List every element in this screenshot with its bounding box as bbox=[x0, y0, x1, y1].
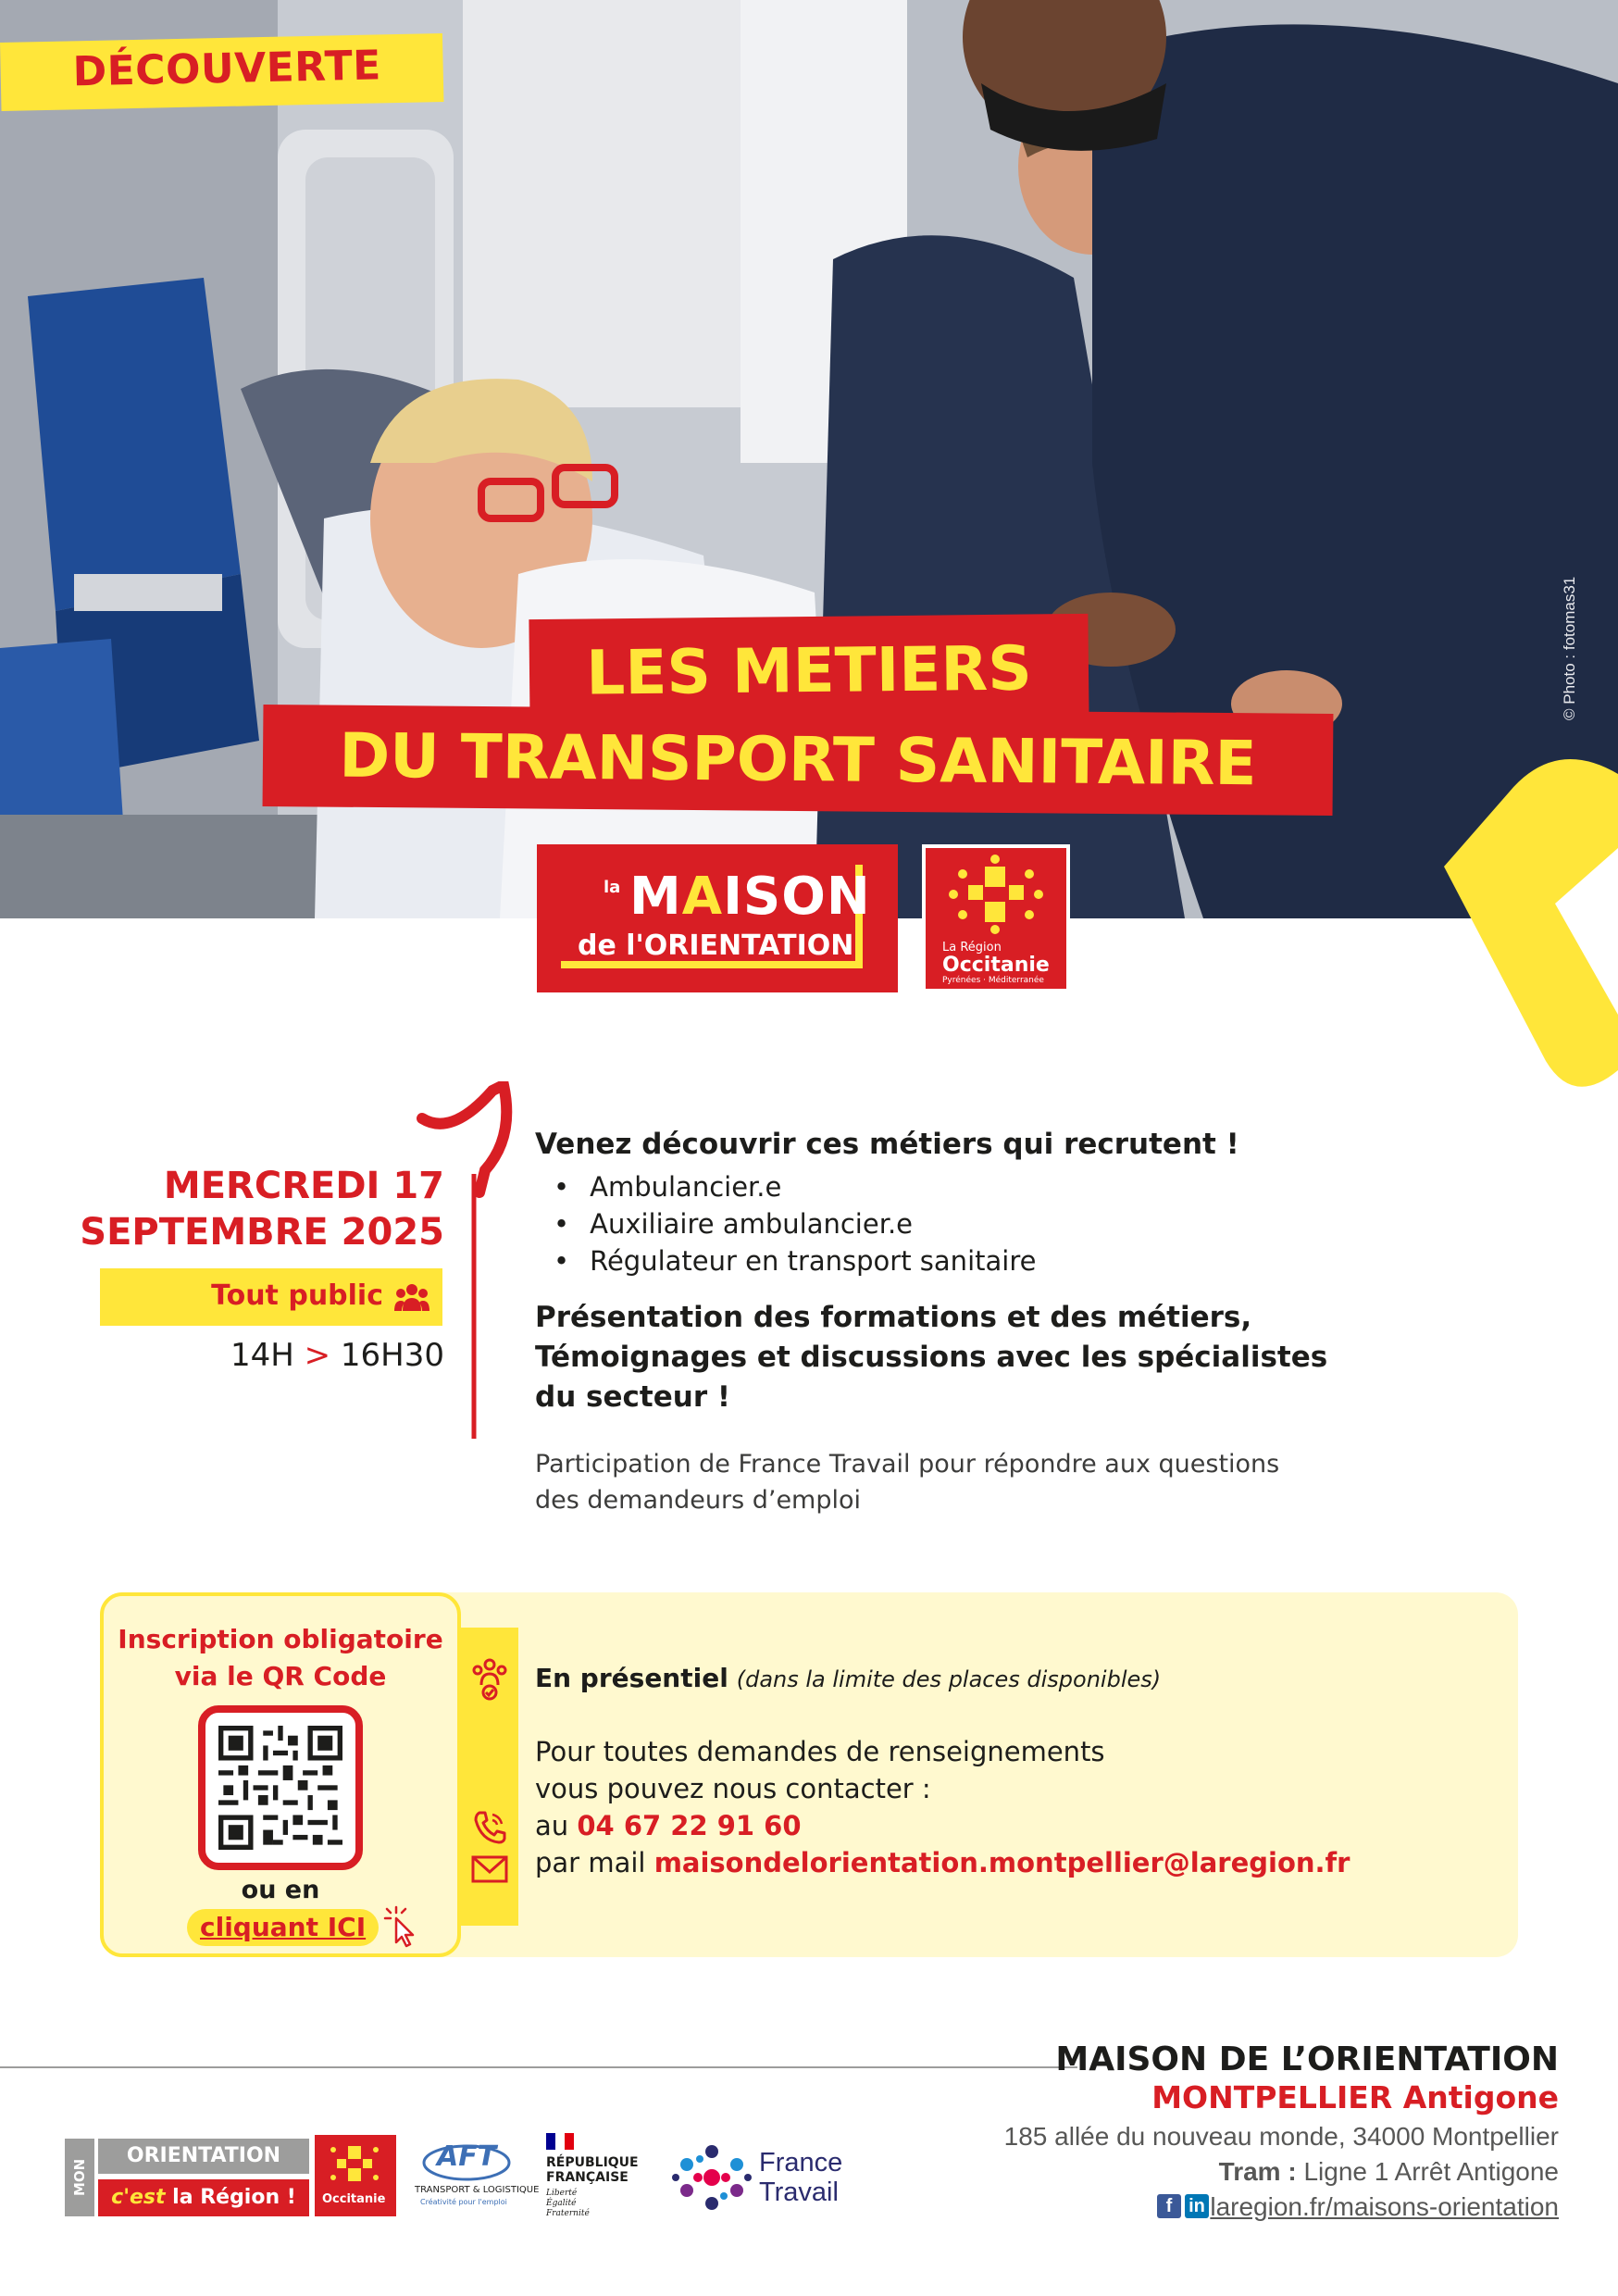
phone-icon bbox=[470, 1809, 509, 1846]
facebook-icon[interactable]: f bbox=[1157, 2194, 1181, 2218]
aft-sub: TRANSPORT & LOGISTIQUE bbox=[415, 2185, 540, 2195]
event-time: 14H > 16H30 bbox=[230, 1337, 444, 1374]
orientation-label: ORIENTATION bbox=[98, 2139, 309, 2174]
or-text: ou en bbox=[241, 1876, 320, 1904]
presentiel-people-icon bbox=[470, 1657, 509, 1702]
list-item: • Auxiliaire ambulancier.e bbox=[554, 1205, 1036, 1242]
region-logo-l3: Pyrénées · Méditerranée bbox=[942, 976, 1044, 985]
audience-label: Tout public bbox=[211, 1279, 383, 1312]
event-date-line-2: SEPTEMBRE 2025 bbox=[80, 1211, 444, 1254]
footer-site: MONTPELLIER Antigone bbox=[1151, 2079, 1559, 2115]
france-travail-logo bbox=[670, 2135, 865, 2218]
footer-divider bbox=[0, 2066, 1077, 2068]
republique-francaise-logo bbox=[546, 2133, 648, 2226]
qr-code-icon bbox=[218, 1726, 342, 1850]
mail-icon bbox=[470, 1853, 509, 1885]
click-here-link[interactable]: cliquant ICI bbox=[187, 1909, 379, 1946]
aft-logo bbox=[415, 2140, 540, 2215]
occitan-cross-small-icon bbox=[315, 2135, 396, 2190]
title-line-2: DU TRANSPORT SANITAIRE bbox=[263, 705, 1334, 816]
contact-icon-strip bbox=[461, 1628, 518, 1926]
email-link[interactable]: maisondelorientation.montpellier@laregion.fr bbox=[653, 1847, 1350, 1878]
aft-label: AFT bbox=[437, 2140, 497, 2173]
yellow-arrow-decoration bbox=[1444, 737, 1618, 1089]
cest-la-region-label: c'est la Région ! bbox=[98, 2179, 309, 2216]
photo-credit: © Photo : fotomas31 bbox=[1561, 576, 1578, 720]
occitan-cross-icon bbox=[926, 848, 1066, 941]
rf-motto: Liberté Égalité Fraternité bbox=[546, 2189, 590, 2218]
maison-logo-main: MAISON bbox=[629, 867, 871, 927]
footer-address: 185 allée du nouveau monde, 34000 Montpellier bbox=[1003, 2122, 1559, 2151]
participation-text: Participation de France Travail pour répondre aux questions des demandeurs d’emploi bbox=[535, 1450, 1280, 1515]
list-item: • Régulateur en transport sanitaire bbox=[554, 1242, 1036, 1279]
mon-label: MON bbox=[65, 2139, 94, 2216]
occitanie-small-label: Occitanie bbox=[322, 2192, 386, 2206]
region-occitanie-logo bbox=[922, 844, 1070, 992]
maison-logo-sub: de l'ORIENTATION bbox=[578, 930, 854, 962]
qr-code[interactable] bbox=[198, 1705, 363, 1870]
rf-name: RÉPUBLIQUE FRANÇAISE bbox=[546, 2155, 639, 2185]
decouverte-label: DÉCOUVERTE bbox=[72, 42, 382, 96]
cursor-click-icon bbox=[381, 1905, 424, 1948]
list-item: • Ambulancier.e bbox=[554, 1168, 1036, 1205]
registration-line-1: Inscription obligatoire bbox=[118, 1624, 443, 1654]
registration-line-2: via le QR Code bbox=[174, 1661, 387, 1691]
linkedin-icon[interactable]: in bbox=[1185, 2194, 1209, 2218]
maison-logo-la: la bbox=[604, 878, 621, 897]
region-logo-l2: Occitanie bbox=[942, 954, 1050, 977]
france-travail-label: France Travail bbox=[759, 2148, 843, 2207]
french-flag-icon bbox=[546, 2133, 574, 2150]
footer-org: MAISON DE L’ORIENTATION bbox=[1055, 2040, 1559, 2078]
region-logo-l1: La Région bbox=[942, 941, 1002, 955]
job-list bbox=[554, 1168, 1036, 1279]
presentation-text: Présentation des formations et des métiers, Témoignages et discussions avec les spécialistes du secteur ! bbox=[535, 1301, 1328, 1414]
qr-registration-box bbox=[100, 1592, 461, 1957]
event-date-line-1: MERCREDI 17 bbox=[163, 1165, 444, 1207]
red-divider-decoration bbox=[415, 1081, 517, 1452]
occitanie-small-logo bbox=[315, 2135, 396, 2216]
footer-tram: Tram : Ligne 1 Arrêt Antigone bbox=[1218, 2157, 1559, 2186]
phone-number[interactable]: 04 67 22 91 60 bbox=[577, 1810, 802, 1841]
france-travail-dots-icon bbox=[670, 2139, 753, 2216]
aft-tagline: Créativité pour l'emploi bbox=[420, 2198, 507, 2206]
decouverte-tag bbox=[0, 33, 443, 111]
intro-heading: Venez découvrir ces métiers qui recrutent ! bbox=[535, 1128, 1239, 1161]
contact-block: Pour toutes demandes de renseignements vous pouvez nous contacter : au 04 67 22 91 60 par mail maisondelorientation.montpellier@laregion.fr bbox=[535, 1736, 1350, 1878]
mon-orientation-logo bbox=[65, 2139, 309, 2216]
audience-badge bbox=[100, 1268, 442, 1326]
title-line-1: LES METIERS bbox=[529, 614, 1089, 729]
presentiel-line: En présentiel (dans la limite des places disponibles) bbox=[535, 1663, 1162, 1693]
maison-orientation-logo bbox=[537, 844, 898, 992]
website-link[interactable]: laregion.fr/maisons-orientation bbox=[1210, 2192, 1559, 2221]
